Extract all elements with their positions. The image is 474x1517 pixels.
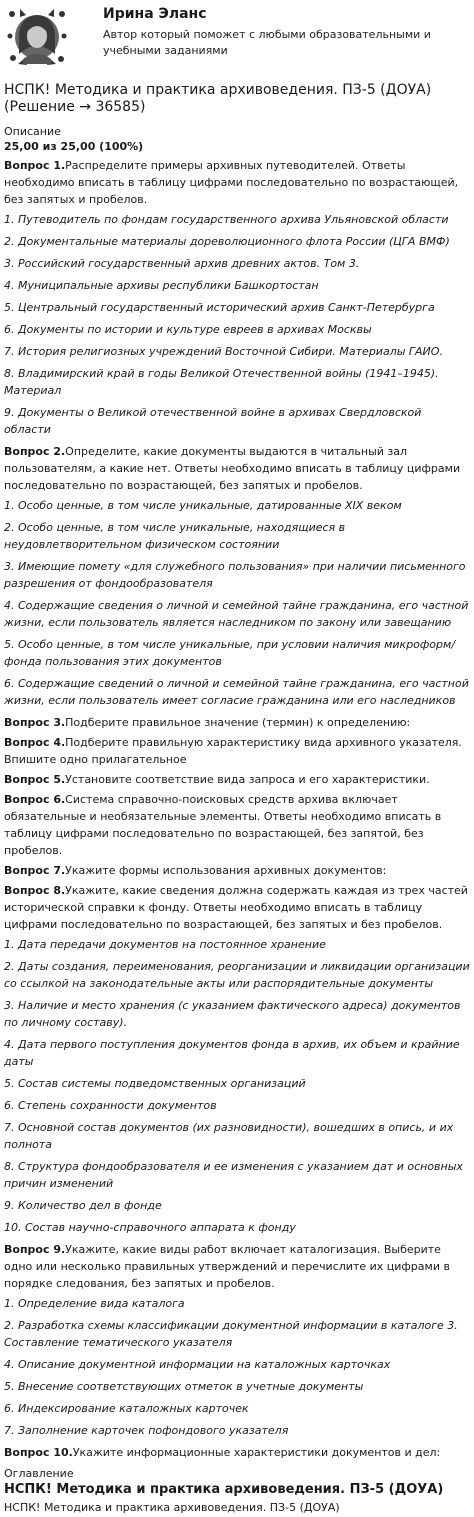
answer-option: 2. Даты создания, переименования, реорганизации и ликвидации организации со ссылкой на законодательные акты или распорядительные документы bbox=[4, 960, 470, 990]
answer-option: 2. Документальные материалы дореволюционного флота России (ЦГА ВМФ) bbox=[4, 235, 450, 248]
question-label: Вопрос 7. bbox=[4, 864, 66, 877]
question-text: Установите соответствие вида запроса и его характеристики. bbox=[65, 773, 430, 786]
question-text: Укажите, какие виды работ включает каталогизация. Выберите одно или несколько правильных утверждений и перечислите их цифрами в порядке следования, без запятых и пробелов. bbox=[4, 1243, 450, 1290]
question bbox=[4, 1241, 470, 1292]
answer-option: 4. Описание документной информации на каталожных карточках bbox=[4, 1358, 391, 1371]
question-text: Укажите информационные характеристики документов и дел: bbox=[72, 1446, 441, 1459]
answer-option: 2. Особо ценные, в том числе уникальные, находящиеся в неудовлетворительном физическом состоянии bbox=[4, 521, 346, 551]
answer-option: 6. Степень сохранности документов bbox=[4, 1099, 217, 1112]
answer-option: 7. Основной состав документов (их разновидности), вошедших в опись, и их полнота bbox=[4, 1121, 454, 1151]
author-header bbox=[0, 0, 474, 72]
question bbox=[4, 443, 470, 494]
question-label: Вопрос 4. bbox=[4, 736, 66, 749]
question-text: Определите, какие документы выдаются в читальный зал пользователям, а какие нет. Ответы необходимо вписать в таблицу цифрами последовательно по возрастающей, без запятых и пробелов. bbox=[4, 445, 461, 492]
answer-option: 6. Содержащие сведений о личной и семейной тайне гражданина, его частной жизни, если пользователь имеет согласие гражданина или его наследников bbox=[4, 677, 469, 707]
question-text: Укажите формы использования архивных документов: bbox=[65, 864, 387, 877]
question bbox=[4, 882, 470, 933]
answer-option: 3. Российский государственный архив древних актов. Том 3. bbox=[4, 257, 360, 270]
question-label: Вопрос 2. bbox=[4, 445, 66, 458]
question-text: Укажите, какие сведения должна содержать каждая из трех частей исторической справки к фонду. Ответы необходимо вписать в таблицу цифрами последовательно по возрастающей, без запятых и без пробелов. bbox=[4, 884, 468, 931]
author-name[interactable]: Ирина Эланс bbox=[103, 6, 207, 22]
answer-option: 6. Индексирование каталожных карточек bbox=[4, 1402, 249, 1415]
page-title: НСПК! Методика и практика архивоведения. ПЗ-5 (ДОУА) (Решение → 36585) bbox=[4, 82, 432, 115]
answer-option: 5. Особо ценные, в том числе уникальные, при условии наличия микроформ/фонда пользования этих документов bbox=[4, 638, 456, 668]
answer-option: 5. Внесение соответствующих отметок в учетные документы bbox=[4, 1380, 364, 1393]
toc-label: Оглавление bbox=[4, 1467, 74, 1480]
question-label: Вопрос 9. bbox=[4, 1243, 66, 1256]
question bbox=[4, 714, 470, 731]
toc-subtitle: НСПК! Методика и практика архивоведения. ПЗ-5 (ДОУА) bbox=[4, 1501, 340, 1514]
answer-option: 5. Центральный государственный исторический архив Санкт-Петербурга bbox=[4, 301, 435, 314]
task-content bbox=[4, 82, 470, 1517]
answer-option: 1. Дата передачи документов на постоянное хранение bbox=[4, 938, 326, 951]
author-avatar[interactable] bbox=[6, 6, 68, 68]
question-label: Вопрос 1. bbox=[4, 159, 66, 172]
answer-option: 8. Структура фондообразователя и ее изменения с указанием дат и основных причин изменений bbox=[4, 1160, 463, 1190]
question bbox=[4, 734, 470, 768]
question-text: Распределите примеры архивных путеводителей. Ответы необходимо вписать в таблицу цифрами последовательно по возрастающей, без запятых и пробелов. bbox=[4, 159, 459, 206]
question bbox=[4, 862, 470, 879]
questions-list bbox=[4, 157, 470, 1461]
question bbox=[4, 1444, 470, 1461]
score-value: 25,00 из 25,00 (100%) bbox=[4, 140, 144, 153]
question-label: Вопрос 5. bbox=[4, 773, 66, 786]
answer-option: 8. Владимирский край в годы Великой Отечественной войны (1941–1945). Материал bbox=[4, 367, 439, 397]
answer-option: 5. Состав системы подведомственных организаций bbox=[4, 1077, 306, 1090]
answer-option: 1. Путеводитель по фондам государственного архива Ульяновской области bbox=[4, 213, 449, 226]
question-label: Вопрос 8. bbox=[4, 884, 66, 897]
question-text: Система справочно-поисковых средств архива включает обязательные и необязательные элементы. Ответы необходимо вписать в таблицу цифрами последовательно по возрастающей, без запятой, без пробелов. bbox=[4, 793, 442, 857]
answer-option: 3. Наличие и место хранения (с указанием фактического адреса) документов по личному составу). bbox=[4, 999, 461, 1029]
answer-option: 3. Имеющие помету «для служебного пользования» при наличии письменного разрешения от фондообразователя bbox=[4, 560, 466, 590]
answer-option: 4. Содержащие сведения о личной и семейной тайне гражданина, его частной жизни, если пользователь является наследником по закону или завещанию bbox=[4, 599, 469, 629]
question-text: Подберите правильную характеристику вида архивного указателя. Впишите одно прилагательное bbox=[4, 736, 462, 766]
answer-option: 9. Количество дел в фонде bbox=[4, 1199, 162, 1212]
description-label: Описание bbox=[4, 125, 61, 138]
question-text: Подберите правильное значение (термин) к определению: bbox=[65, 716, 411, 729]
question bbox=[4, 791, 470, 859]
answer-option: 6. Документы по истории и культуре евреев в архивах Москвы bbox=[4, 323, 372, 336]
answer-option: 2. Разработка схемы классификации документной информации в каталоге 3. Составление тематического указателя bbox=[4, 1319, 458, 1349]
answer-option: 7. История религиозных учреждений Восточной Сибири. Материалы ГАИО. bbox=[4, 345, 443, 358]
author-description: Автор который поможет с любыми образовательными и учебными заданиями bbox=[103, 28, 431, 57]
answer-option: 9. Документы о Великой отечественной войне в архивах Свердловской области bbox=[4, 406, 422, 436]
answer-option: 1. Особо ценные, в том числе уникальные, датированные XIX веком bbox=[4, 499, 402, 512]
question-label: Вопрос 10. bbox=[4, 1446, 73, 1459]
answer-option: 4. Дата первого поступления документов фонда в архив, их объем и крайние даты bbox=[4, 1038, 460, 1068]
answer-option: 10. Состав научно-справочного аппарата к фонду bbox=[4, 1221, 296, 1234]
question-label: Вопрос 3. bbox=[4, 716, 66, 729]
question bbox=[4, 771, 470, 788]
question bbox=[4, 157, 470, 208]
toc-title[interactable]: НСПК! Методика и практика архивоведения. ПЗ-5 (ДОУА) bbox=[4, 1482, 444, 1497]
answer-option: 7. Заполнение карточек пофондового указателя bbox=[4, 1424, 289, 1437]
question-label: Вопрос 6. bbox=[4, 793, 66, 806]
answer-option: 1. Определение вида каталога bbox=[4, 1297, 185, 1310]
answer-option: 4. Муниципальные архивы республики Башкортостан bbox=[4, 279, 319, 292]
